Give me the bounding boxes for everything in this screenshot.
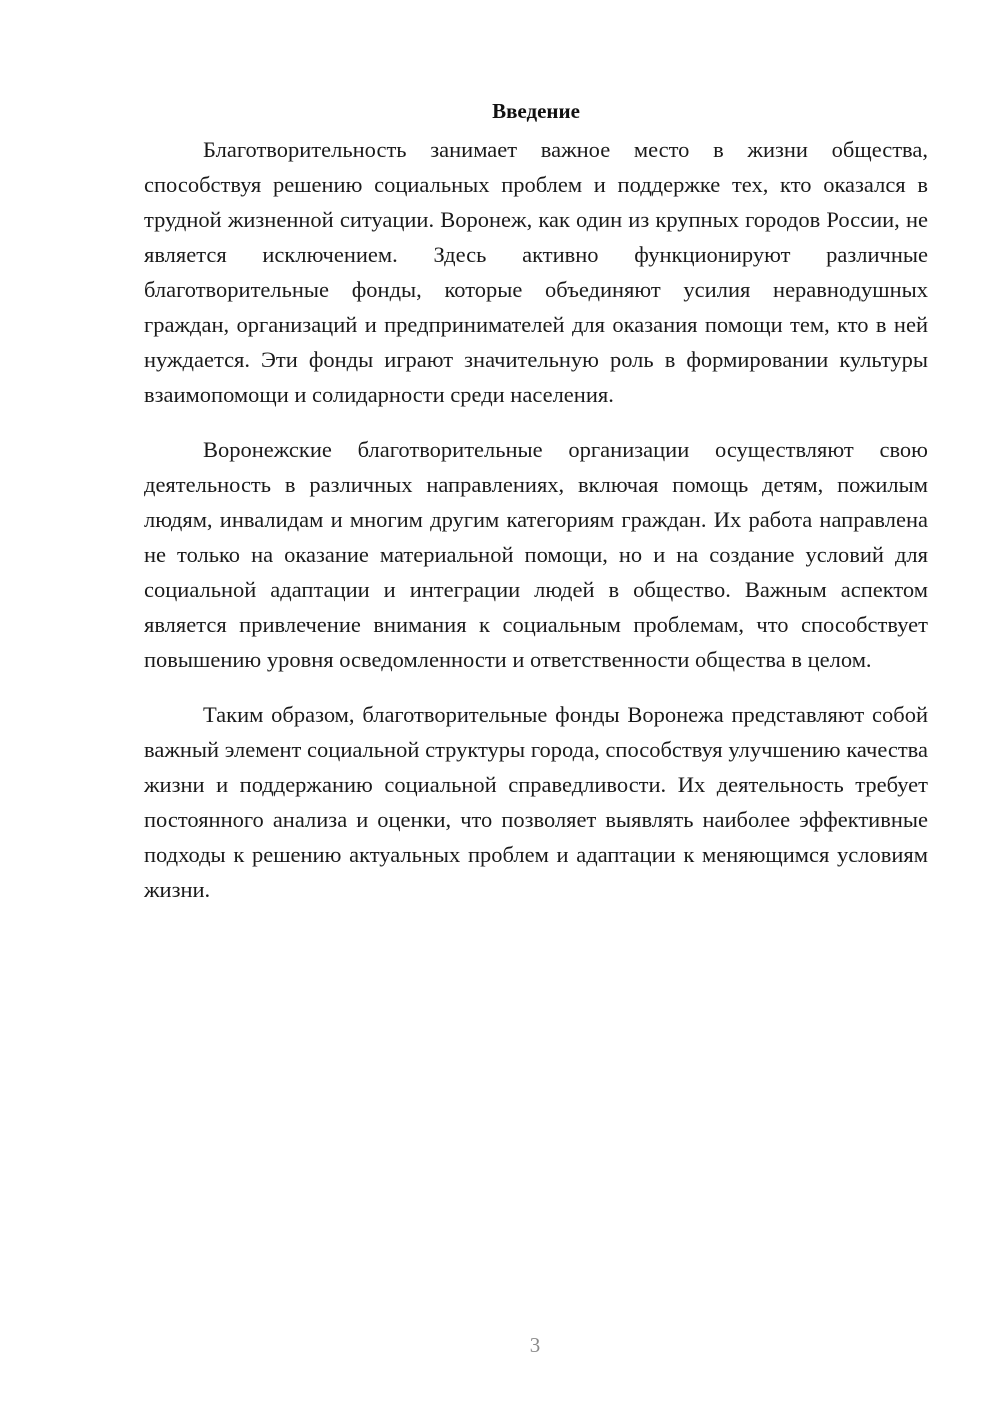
- paragraph-3: Таким образом, благотворительные фонды Воронежа представляют собой важный элемент социальной структуры города, способствуя улучшению качества жизни и поддержанию социальной справедливости. Их деятельность требует постоянного анализа и оценки, что позволяет выявлять наиболее эффективные подходы к решению актуальных проблем и адаптации к меняющимся условиям жизни.: [144, 702, 928, 902]
- paragraph-2: Воронежские благотворительные организации осуществляют свою деятельность в различных направлениях, включая помощь детям, пожилым людям, инвалидам и многим другим категориям граждан. Их работа направлена не только на оказание материальной помощи, но и на создание условий для социальной адаптации и интеграции людей в общество. Важным аспектом является привлечение внимания к социальным проблемам, что способствует повышению уровня осведомленности и ответственности общества в целом.: [144, 437, 928, 672]
- section-heading: Введение: [492, 99, 580, 123]
- page-body: [144, 96, 928, 927]
- paragraph-1: Благотворительность занимает важное место в жизни общества, способствуя решению социальных проблем и поддержке тех, кто оказался в трудной жизненной ситуации. Воронеж, как один из крупных городов России, не является исключением. Здесь активно функционируют различные благотворительные фонды, которые объединяют усилия неравнодушных граждан, организаций и предпринимателей для оказания помощи тем, кто в ней нуждается. Эти фонды играют значительную роль в формировании культуры взаимопомощи и солидарности среди населения.: [144, 137, 928, 407]
- page-number: 3: [529, 1333, 541, 1357]
